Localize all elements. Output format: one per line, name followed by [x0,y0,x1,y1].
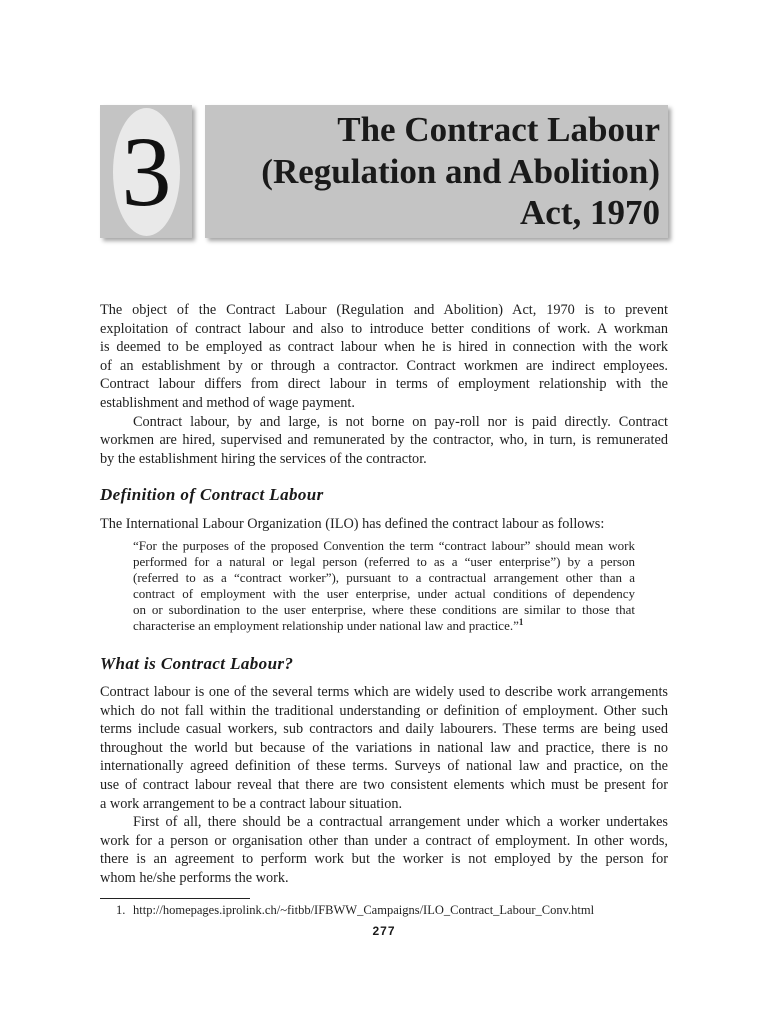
chapter-number-box [100,105,192,238]
text-line: work for a person or organisation other than under a contract of employment. In other words, [100,832,668,849]
text-line: use of contract labour reveal that there are two consistent elements which must be present for [100,776,668,793]
footnote-reference: 1 [518,617,524,627]
section-heading-what-is: What is Contract Labour? [100,654,294,673]
what-is-section [100,683,668,888]
text-line: Contract labour, by and large, is not borne on pay-roll nor is paid directly. Contract [133,413,668,430]
chapter-title [261,109,660,234]
chapter-title-line: (Regulation and Abolition) [261,151,660,191]
quote-line: performed for a natural or legal person (referred to as a “user enterprise”) by a person [133,554,635,569]
intro-paragraph-1 [100,301,668,413]
footnote-divider [100,898,250,899]
quote-line-text: characterise an employment relationship under national law and practice.” [133,618,519,633]
text-line: Contract labour differs from direct labour in terms of employment relationship with the [100,376,668,393]
chapter-title-box [205,105,668,238]
text-line: which do not fall within the traditional understanding or definition of employment. Other such [100,702,668,719]
text-line: workmen are hired, supervised and remunerated by the contractor, who, in turn, is remunerated [100,432,668,449]
text-line: exploitation of contract labour and also to introduce better conditions of work. A workman [100,320,668,337]
text-line: The International Labour Organization (ILO) has defined the contract labour as follows: [100,516,605,532]
ilo-definition-quote [133,538,635,634]
text-line: whom he/she performs the work. [100,869,289,886]
text-line: The object of the Contract Labour (Regulation and Abolition) Act, 1970 is to prevent [100,302,668,318]
what-is-paragraph-2 [100,813,668,887]
section-heading-definition: Definition of Contract Labour [100,485,324,504]
chapter-title-line: Act, 1970 [520,193,660,232]
page-number: 277 [372,924,396,938]
text-line: by the establishment hiring the services of the contractor. [100,450,427,467]
what-is-paragraph-1 [100,683,668,813]
text-line: a work arrangement to be a contract labour situation. [100,795,403,812]
quote-line [133,618,635,634]
text-line: terms include casual workers, sub contractors and daily labourers. These terms are being used [100,721,668,738]
quote-line: contract of employment with the user enterprise, under actual conditions of dependency [133,586,635,601]
footnote-url: http://homepages.iprolink.ch/~fitbb/IFBWW_Campaigns/ILO_Contract_Labour_Conv.html [133,903,595,917]
text-line: First of all, there should be a contractual arrangement under which a worker undertakes [133,814,668,831]
text-line: Contract labour is one of the several terms which are widely used to describe work arrangements [100,684,668,700]
text-line: there is an agreement to perform work but the worker is not employed by the person for [100,851,668,868]
quote-line: (referred to as a “contract worker”), pursuant to a contractual arrangement other than a [133,570,635,585]
chapter-title-line: The Contract Labour [337,110,660,149]
text-line: is deemed to be employed as contract labour when he is hired in connection with the work [100,339,668,356]
footnote [100,903,668,918]
quote-line: on or subordination to the user enterprise, where these conditions are similar to those that [133,602,635,617]
quote-line: “For the purposes of the proposed Convention the term “contract labour” should mean work [133,538,635,553]
text-line: internationally agreed definition of these terms. Surveys of national law and practice, on the [100,758,668,775]
intro-section [100,301,668,468]
text-line: establishment and method of wage payment. [100,394,355,411]
intro-paragraph-2 [100,413,668,469]
chapter-number-oval [113,108,180,236]
text-line: of an establishment by or through a contractor. Contract workmen are indirect employees. [100,357,668,374]
chapter-number: 3 [121,116,172,227]
text-line: throughout the world but because of the variations in national law and practice, there is no [100,739,668,756]
footnote-number: 1. [116,903,126,917]
definition-lead-paragraph [100,515,668,534]
